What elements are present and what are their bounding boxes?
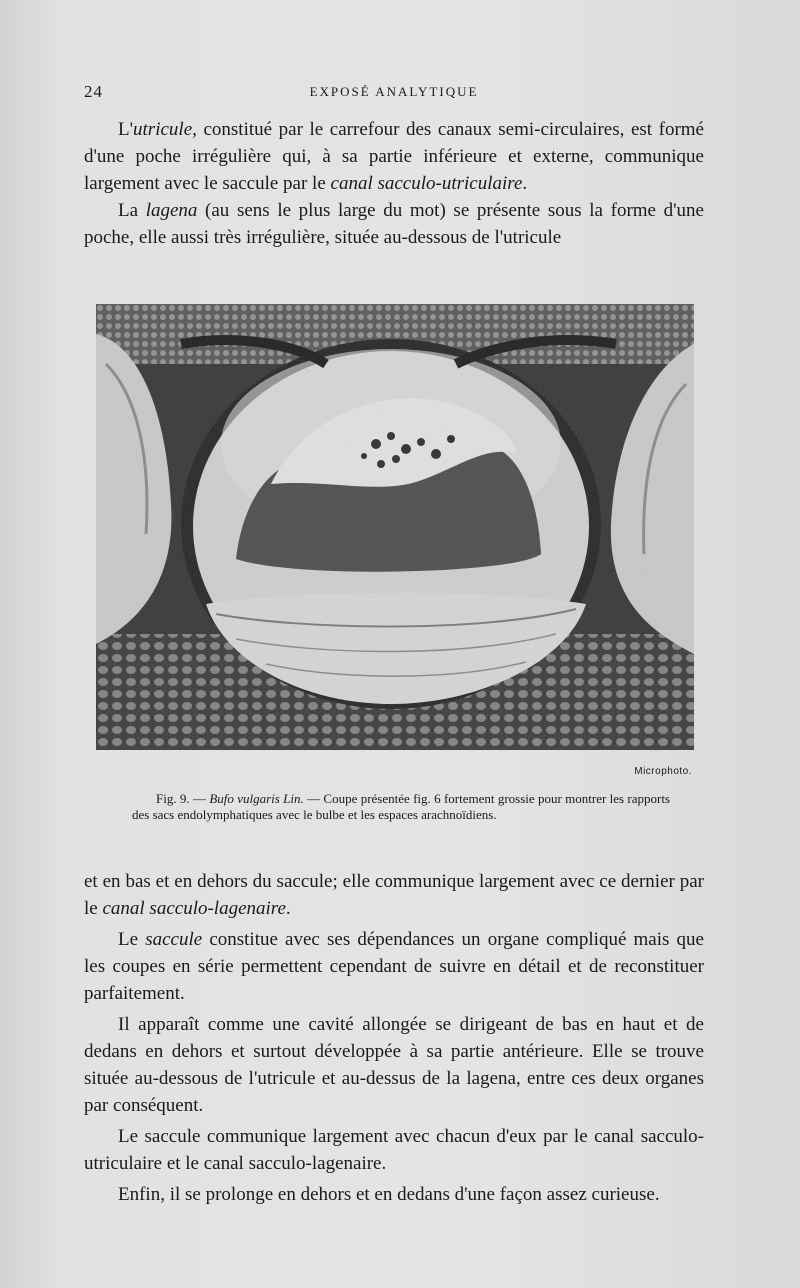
text-run: constitué par le carrefour des canaux semi-circulaires, est formé d'une poche irrégulière qui, à sa partie inférieure et externe, communique largement avec le saccule par le [84,119,704,194]
bottom-text-block [84,868,704,1208]
text-run: L' [118,119,134,140]
running-head [84,82,704,102]
figure-caption [132,791,670,823]
italic-term: canal sacculo-utriculaire [330,173,523,194]
italic-term: lagena [145,200,198,221]
paragraph-utricule [84,116,704,197]
paragraph-prolongement: Enfin, il se prolonge en dehors et en dedans d'une façon assez curieuse. [118,1184,660,1205]
top-text-block [84,116,704,251]
caption-text: — Coupe présentée fig. 6 fortement grossie pour montrer les rapports des sacs endolymphatiques avec le bulbe et les espaces arachnoïdiens. [132,791,670,822]
micrograph-illustration [96,304,694,750]
text-run: (au sens le plus large du mot) se présente sous la forme d'une poche, elle aussi très irrégulière, située au-dessous de l'utricule [84,200,704,248]
caption-label: Fig. 9. — [156,791,210,806]
paragraph-lagena [84,197,704,251]
paragraph-saccule [84,926,704,1007]
figure-credit: Microphoto. [634,766,692,777]
italic-term: canal sacculo-lagenaire [102,898,286,919]
text-run: La [118,200,146,221]
italic-term: saccule [145,929,203,950]
italic-term: utricule, [133,119,197,140]
paragraph-communication: Le saccule communique largement avec chacun d'eux par le canal sacculo-utriculaire et le canal sacculo-lagenaire. [84,1126,704,1174]
text-run: . [285,898,291,919]
text-run: . [522,173,528,194]
page-number: 24 [84,82,103,101]
text-run: constitue avec ses dépendances un organe compliqué mais que les coupes en série permettent cependant de suivre en détail et de reconstituer parfaitement. [84,929,704,1004]
paragraph-continuation [84,868,704,922]
text-run: Le [118,929,146,950]
running-title: EXPOSÉ ANALYTIQUE [309,84,479,99]
caption-species: Bufo vulgaris Lin. [209,791,304,806]
paragraph-cavite: Il apparaît comme une cavité allongée se dirigeant de bas en haut et de dedans en dehors et surtout développée à sa partie antérieure. Elle se trouve située au-dessous de l'utricule et au-dessus de la lagena, entre ces deux organes par conséquent. [84,1014,704,1116]
figure-micrograph [96,304,694,750]
text-run: et en bas et en dehors du saccule; elle communique largement avec ce dernier par le [84,871,704,919]
